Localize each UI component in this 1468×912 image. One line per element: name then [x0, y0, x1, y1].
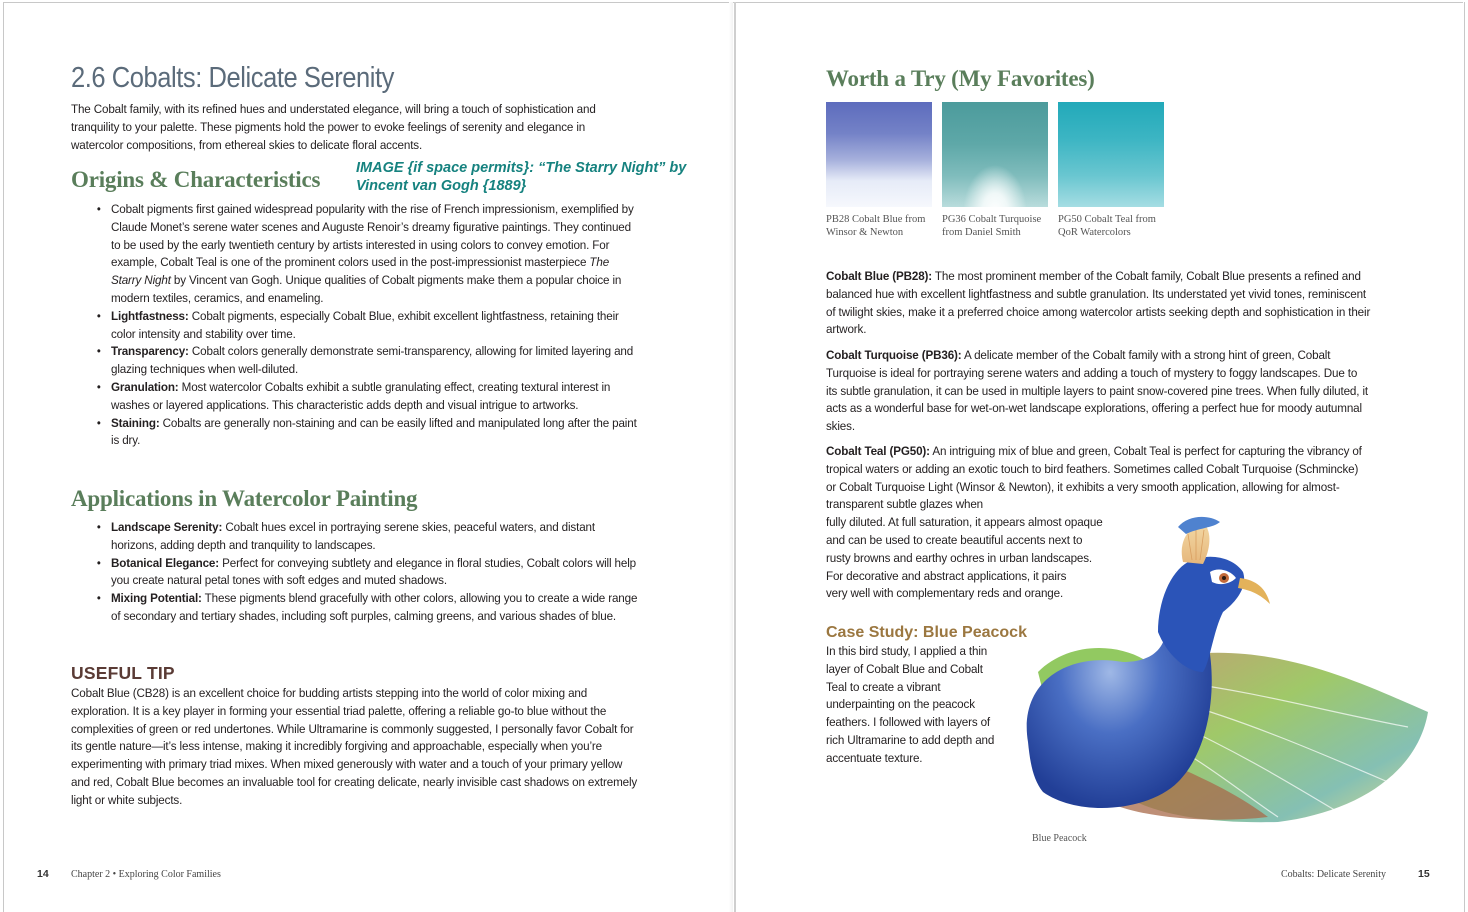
- list-item: • Mixing Potential: These pigments blend gracefully with other colors, allowing you to create a wide range of secondary and tertiary shades, including soft purples, calming greens, and various shades of blue.: [96, 591, 638, 623]
- applications-heading: Applications in Watercolor Painting: [71, 486, 418, 511]
- pigment-label: Cobalt Turquoise (PB36):: [826, 348, 962, 362]
- swatch-cobalt-turquoise: [942, 102, 1048, 239]
- bullet-icon: •: [96, 379, 101, 394]
- list-item: • Cobalt pigments first gained widespread popularity with the rise of French impressionism, exemplified by Claude Monet’s serene water scenes and Auguste Renoir’s dreamy figurative paintings. They continued to be used by the early twentieth century by artists interested in using colors to convey emotion. For example, Cobalt Teal is one of the prominent colors used in the post-impressionist masterpiece The Starry Night by Vincent van Gogh. Unique qualities of Cobalt pigments make them a popular choice in modern textiles, ceramics, and enameling.: [96, 202, 634, 305]
- page-number: 15: [1418, 868, 1430, 880]
- right-page: [736, 0, 1464, 912]
- favorites-heading: Worth a Try (My Favorites): [826, 66, 1095, 91]
- pigment-label: Cobalt Teal (PG50):: [826, 444, 930, 458]
- artwork-title: The Starry Night: [111, 255, 610, 288]
- bullet-icon: •: [96, 415, 101, 430]
- swatch-image: [942, 102, 1048, 207]
- intro-paragraph: The Cobalt family, with its refined hues and understated elegance, will bring a touch of sophistication and tranquility to your palette. These pigments hold the power to evoke feelings of serenity and elegance in watercolor compositions, from ethereal skies to delicate floral accents.: [71, 102, 596, 152]
- case-study-heading: Case Study: Blue Peacock: [826, 624, 1027, 641]
- swatch-row: [826, 102, 1164, 239]
- swatch-image: [1058, 102, 1164, 207]
- swatch-caption: PB28 Cobalt Blue from Winsor & Newton: [826, 214, 926, 238]
- pigment-cobalt-blue: Cobalt Blue (PB28): The most prominent member of the Cobalt family, Cobalt Blue presents a refined and balanced hue with excellent lightfastness and subtle granulation. Its understated yet vivid tones, reminiscent of twilight skies, make it a preferred choice among watercolor artists seeking depth and sophistication in their artwork.: [826, 269, 1371, 337]
- list-item: • Botanical Elegance: Perfect for conveying subtlety and elegance in floral studies, Cobalt colors will help you create natural petal tones with soft edges and muted shadows.: [96, 555, 636, 588]
- page-frame-right: [1464, 2, 1465, 912]
- pigment-label: Cobalt Blue (PB28):: [826, 269, 933, 283]
- bullet-icon: •: [96, 202, 101, 216]
- item-label: Landscape Serenity:: [111, 520, 223, 534]
- bullet-icon: •: [96, 591, 101, 606]
- item-label: Staining:: [111, 415, 160, 430]
- item-label: Transparency:: [111, 344, 189, 359]
- running-head: Chapter 2 • Exploring Color Families: [71, 869, 221, 880]
- figure-caption: Blue Peacock: [1032, 833, 1087, 844]
- swatch-image: [826, 102, 932, 207]
- bullet-icon: •: [96, 555, 101, 570]
- image-placeholder-note: IMAGE {if space permits}: “The Starry Night” by Vincent van Gogh {1889}: [356, 160, 687, 194]
- swatch-cobalt-blue: [826, 102, 932, 239]
- item-label: Mixing Potential:: [111, 591, 202, 606]
- origins-heading: Origins & Characteristics: [71, 167, 321, 192]
- bullet-icon: •: [96, 308, 101, 323]
- item-label: Granulation:: [111, 379, 179, 394]
- list-item: • Transparency: Cobalt colors generally demonstrate semi-transparency, allowing for limited layering and glazing techniques when well-diluted.: [96, 344, 634, 377]
- swatch-caption: PG50 Cobalt Teal from QoR Watercolors: [1058, 214, 1156, 238]
- chapter-title: 2.6 Cobalts: Delicate Serenity: [71, 62, 394, 94]
- bullet-icon: •: [96, 344, 101, 359]
- peacock-illustration: [998, 512, 1438, 832]
- swatch-cobalt-teal: [1058, 102, 1164, 239]
- applications-list: [96, 519, 638, 626]
- case-study-text: In this bird study, I applied a thin layer of Cobalt Blue and Cobalt Teal to create a vibrant underpainting on the peacock feathers. I followed with layers of rich Ultramarine to add depth and accentuate texture.: [826, 644, 995, 765]
- running-head: Cobalts: Delicate Serenity: [1281, 869, 1386, 880]
- item-label: Botanical Elegance:: [111, 555, 220, 570]
- list-item: • Staining: Cobalts are generally non-staining and can be easily lifted and manipulated long after the paint is dry.: [96, 415, 637, 448]
- origins-list: [96, 201, 637, 450]
- item-label: Lightfastness:: [111, 308, 189, 323]
- swatch-caption: PG36 Cobalt Turquoise from Daniel Smith: [942, 214, 1042, 238]
- pigment-cobalt-turquoise: Cobalt Turquoise (PB36): A delicate member of the Cobalt family with a strong hint of green, Cobalt Turquoise is ideal for portraying serene waters and adding a touch of mystery to foggy landscapes. Due to its subtle granulation, it can be used in multiple layers to paint snow-covered pine trees. When fully diluted, it acts as a wonderful base for wet-on-wet landscape explorations, offering a perfect hue for moody autumnal skies.: [826, 348, 1368, 434]
- pigment-cobalt-teal: Cobalt Teal (PG50): An intriguing mix of blue and green, Cobalt Teal is perfect for capturing the vibrancy of tropical waters or adding an exotic touch to bird feathers. Sometimes called Cobalt Turquoise (Schmincke) or Cobalt Turquoise Light (Winsor & Newton), it exhibits a very smooth application, allowing for almost-transparent subtle glazes when fully diluted. At full saturation, it appears almost opaque and can be used to create beautiful accents next to rusty browns and earthy ochres in urban landscapes. For decorative and abstract applications, it pairs very well with complementary reds and orange.: [826, 443, 1371, 603]
- bullet-icon: •: [96, 520, 101, 534]
- useful-tip-heading: USEFUL TIP: [71, 663, 175, 683]
- list-item: • Granulation: Most watercolor Cobalts exhibit a subtle granulating effect, creating textural interest in washes or layered applications. This characteristic adds depth and visual intrigue to artworks.: [96, 379, 611, 412]
- page-number: 14: [37, 868, 49, 880]
- text-wrap-around-figure: fully diluted. At full saturation, it appears almost opaque and can be used to create beautiful accents next to rusty browns and earthy ochres in urban landscapes. For decorative and abstract applications, it pairs very well with complementary reds and orange.: [826, 515, 1103, 601]
- list-item: • Lightfastness: Cobalt pigments, especially Cobalt Blue, exhibit excellent lightfastness, retaining their color intensity and stability over time.: [96, 308, 619, 341]
- useful-tip-text: Cobalt Blue (CB28) is an excellent choice for budding artists stepping into the world of color mixing and exploration. It is a key player in forming your essential triad palette, offering a reliable go-to blue without the complexities of green or red undertones. While Ultramarine is commonly suggested, I personally favor Cobalt for its gentle nature—it’s less intense, making it incredibly forgiving and approachable, especially when you’re experimenting with primary triad mixes. When mixed generously with water and a touch of your primary yellow and red, Cobalt Blue becomes an invaluable tool for creating delicate, nearly invisible cast shadows on extremely light or white subjects.: [71, 686, 638, 807]
- list-item: • Landscape Serenity: Cobalt hues excel in portraying serene skies, peaceful waters, and distant horizons, adding depth and tranquility to landscapes.: [96, 520, 595, 552]
